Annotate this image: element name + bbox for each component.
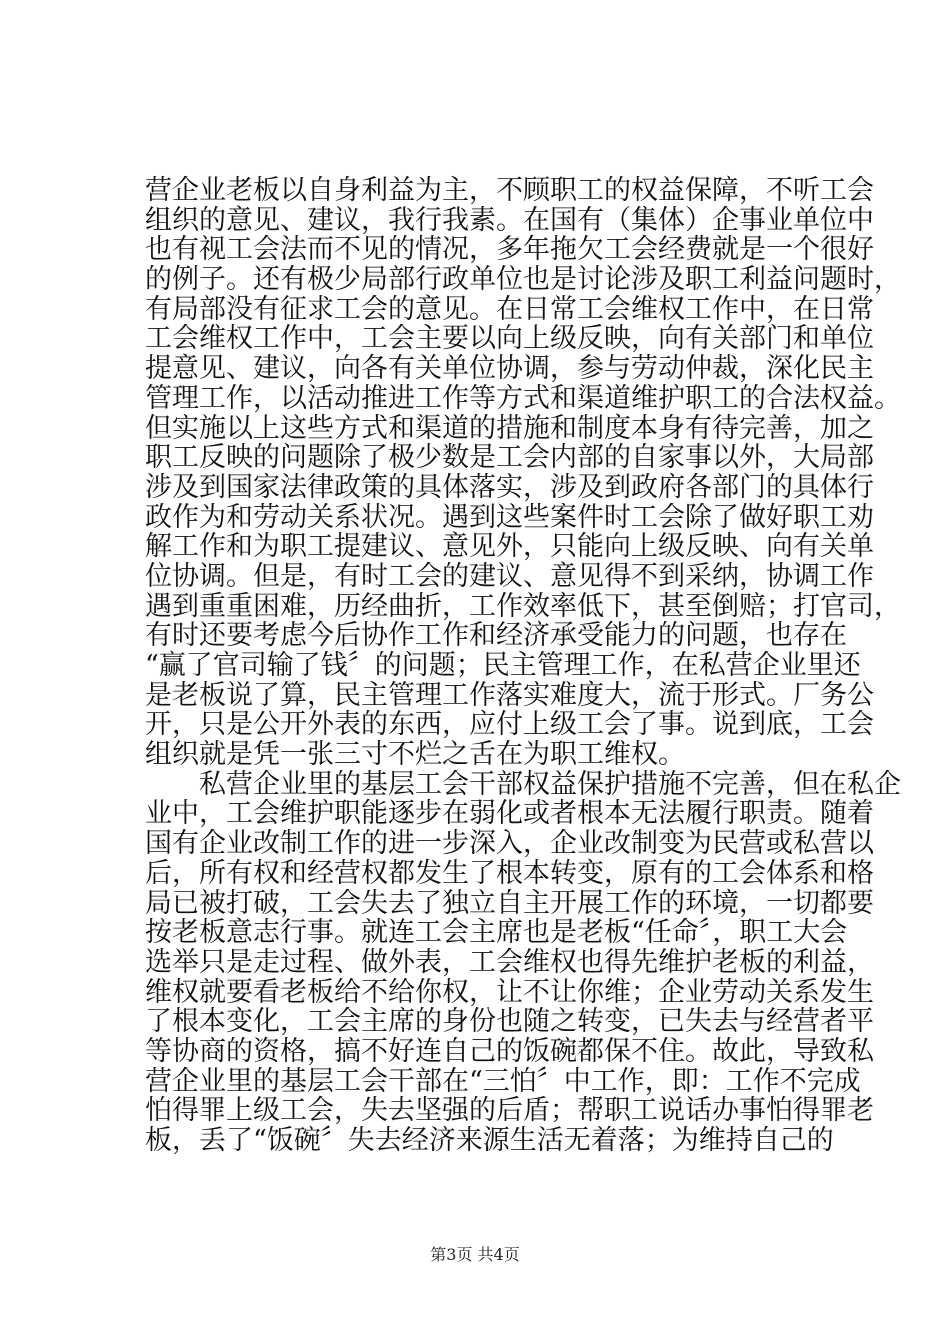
text-line: 解工作和为职工提建议、意见外，只能向上级反映、向有关单 [145,531,874,563]
text-line: 有局部没有征求工会的意见。在日常工会维权工作中，在日常 [145,293,874,325]
text-line: 营企业里的基层工会干部在“三怕〞中工作，即：工作不完成 [145,1065,861,1097]
text-line: 工会维权工作中，工会主要以向上级反映，向有关部门和单位 [145,323,874,355]
text-line: 位协调。但是，有时工会的建议、意见得不到采纳，协调工作 [145,560,874,592]
body-text [145,175,901,1156]
text-line: 组织的意见、建议，我行我素。在国有（集体）企事业单位中 [145,204,874,236]
text-line: 管理工作，以活动推进工作等方式和渠道维护职工的合法权益。 [145,382,901,414]
text-line: 业中，工会维护职能逐步在弱化或者根本无法履行职责。随着 [145,798,874,830]
text-line: 的例子。还有极少局部行政单位也是讨论涉及职工利益问题时， [145,264,901,296]
text-line: 维权就要看老板给不给你权，让不让你维；企业劳动关系发生 [145,976,874,1008]
text-line: 开，只是公开外表的东西，应付上级工会了事。说到底，工会 [145,709,874,741]
text-line: 板，丢了“饭碗〞失去经济来源生活无着落；为维持自己的 [145,1125,834,1156]
text-line: 有时还要考虑今后协作工作和经济承受能力的问题，也存在 [145,620,847,652]
text-line: 怕得罪上级工会，失去坚强的后盾；帮职工说话办事怕得罪老 [145,1095,874,1127]
text-line: 政作为和劳动关系状况。遇到这些案件时工会除了做好职工劝 [145,501,874,533]
text-line: 营企业老板以自身利益为主，不顾职工的权益保障，不听工会 [145,175,874,206]
text-line: 国有企业改制工作的进一步深入，企业改制变为民营或私营以 [145,828,874,860]
text-line: 选举只是走过程、做外表，工会维权也得先维护老板的利益， [145,946,874,978]
text-line: 了根本变化，工会主席的身份也随之转变，已失去与经营者平 [145,1006,874,1038]
text-line: 也有视工会法而不见的情况，多年拖欠工会经费就是一个很好 [145,234,874,266]
text-line: 私营企业里的基层工会干部权益保护措施不完善，但在私企 [145,768,901,800]
text-line: 按老板意志行事。就连工会主席也是老板“任命〞，职工大会 [145,917,848,949]
page-number-footer: 第3页 共4页 [430,1245,520,1264]
text-line: “赢了官司输了钱〞的问题；民主管理工作，在私营企业里还 [145,650,861,681]
text-line: 职工反映的问题除了极少数是工会内部的自家事以外，大局部 [145,442,874,474]
text-line: 但实施以上这些方式和渠道的措施和制度本身有待完善，加之 [145,412,874,444]
text-line: 是老板说了算，民主管理工作落实难度大，流于形式。厂务公 [145,679,874,711]
text-line: 等协商的资格，搞不好连自己的饭碗都保不住。故此，导致私 [145,1035,874,1067]
text-line: 遇到重重困难，历经曲折，工作效率低下，甚至倒赔；打官司， [145,590,901,622]
text-line: 组织就是凭一张三寸不烂之舌在为职工维权。 [145,739,685,771]
text-line: 涉及到国家法律政策的具体落实，涉及到政府各部门的具体行 [145,471,874,503]
text-line: 局已被打破，工会失去了独立自主开展工作的环境，一切都要 [145,887,874,919]
text-line: 提意见、建议，向各有关单位协调，参与劳动仲裁，深化民主 [145,353,874,385]
text-line: 后，所有权和经营权都发生了根本转变，原有的工会体系和格 [145,857,874,889]
